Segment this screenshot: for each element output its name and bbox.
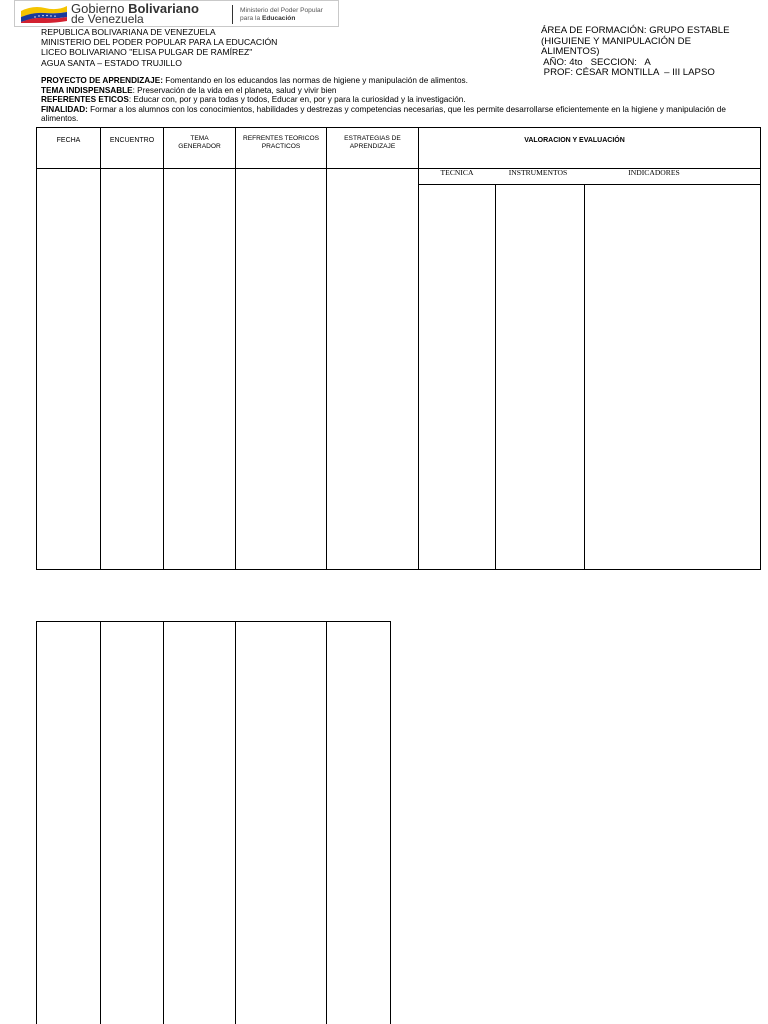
header-line: LICEO BOLIVARIANO "ELISA PULGAR DE RAMÍREZ" xyxy=(41,47,253,58)
course-line: AÑO: 4to SECCION: A xyxy=(541,56,651,68)
col-header-encuentro: ENCUENTRO xyxy=(109,137,155,144)
logo-divider xyxy=(232,5,233,24)
header-line: MINISTERIO DEL PODER POPULAR PARA LA EDUCACIÓN xyxy=(41,37,278,48)
header-line: AGUA SANTA – ESTADO TRUJILLO xyxy=(41,57,182,68)
government-logo-banner xyxy=(14,0,339,27)
logo-government-text: Gobierno Bolivariano de Venezuela xyxy=(71,1,199,26)
header-line: REPUBLICA BOLIVARIANA DE VENEZUELA xyxy=(41,27,216,37)
course-line: (HIGUIENE Y MANIPULACIÓN DE xyxy=(541,35,691,47)
ethics-line: REFERENTES ETICOS: Educar con, por y para todas y todos, Educar en, por y para la curiosidad y la investigación. xyxy=(41,95,466,105)
col-header-valoracion: VALORACION Y EVALUACIÓN xyxy=(524,137,625,144)
project-info xyxy=(41,76,731,124)
venezuela-flag-icon xyxy=(21,5,67,23)
institution-header xyxy=(41,27,277,68)
col-header-fecha: FECHA xyxy=(56,137,81,144)
col-header-instrumentos: INSTRUMENTOS xyxy=(508,168,568,177)
col-header-referentes: REFRENTES TEORICOS PRACTICOS xyxy=(242,135,320,150)
theme-line: TEMA INDISPENSABLE: Preservación de la vida en el planeta, salud y vivir bien xyxy=(41,85,337,95)
purpose-line: FINALIDAD: Formar a los alumnos con los conocimientos, habilidades y destrezas y competencias necesarias, que les permite desarrollarse eficientemente en la higiene y manipulación de alimentos. xyxy=(41,104,726,124)
course-line: ÁREA DE FORMACIÓN: GRUPO ESTABLE xyxy=(541,25,730,36)
project-line: PROYECTO DE APRENDIZAJE: Fomentando en los educandos las normas de higiene y manipulación de alimentos. xyxy=(41,76,468,85)
course-header xyxy=(541,26,746,79)
col-header-indicadores: INDICADORES xyxy=(628,168,680,177)
logo-ministry-text: Ministerio del Poder Popular para la Educación xyxy=(240,7,323,22)
col-header-estrategias: ESTRATEGIAS DE APRENDIZAJE xyxy=(344,135,401,150)
course-line: ALIMENTOS) xyxy=(541,46,600,58)
col-header-tema-generador: TEMA GENERADOR xyxy=(178,135,221,150)
col-header-tecnica: TECNICA xyxy=(440,168,474,177)
course-line: PROF: CÉSAR MONTILLA – III LAPSO xyxy=(541,67,715,79)
